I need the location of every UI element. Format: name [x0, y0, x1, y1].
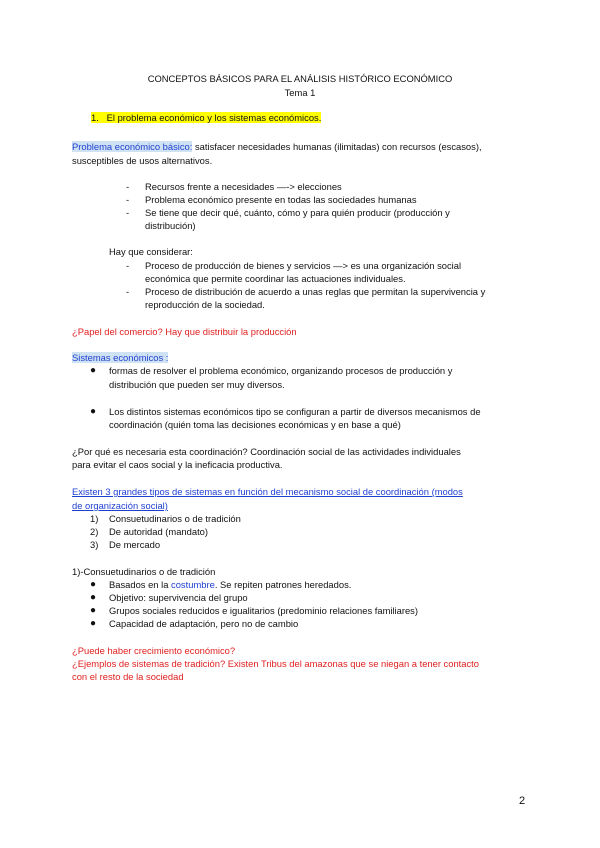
- document-title: CONCEPTOS BÁSICOS PARA EL ANÁLISIS HISTÓRICO ECONÓMICO: [147, 73, 453, 84]
- dash-marker: -: [126, 181, 130, 192]
- question-ejemplos-line2: con el resto de la sociedad: [72, 671, 184, 682]
- section-title: El problema económico y los sistemas económicos.: [106, 112, 322, 123]
- list-item: Los distintos sistemas económicos tipo se configuran a partir de diversos mecanismos de: [109, 406, 481, 417]
- list-item-continued: distribución): [145, 220, 196, 231]
- costumbre-term: costumbre: [171, 579, 215, 590]
- porque-line2: para evitar el caos social y la ineficacia productiva.: [72, 459, 283, 470]
- page-number: 2: [519, 795, 526, 807]
- list-item: Grupos sociales reducidos e igualitarios (predominio relaciones familiares): [109, 605, 418, 616]
- list-item: Objetivo: supervivencia del grupo: [109, 592, 248, 603]
- list-item: Basados en la costumbre. Se repiten patrones heredados.: [109, 579, 352, 590]
- document-subtitle: Tema 1: [284, 87, 316, 98]
- bullet-icon: ●: [90, 592, 97, 603]
- list-item: Se tiene que decir qué, cuánto, cómo y para quién producir (producción y: [145, 207, 450, 218]
- section-heading: [91, 111, 321, 124]
- list-item: Capacidad de adaptación, pero no de cambio: [109, 618, 299, 629]
- list-item: De mercado: [109, 539, 161, 550]
- question-crecimiento: ¿Puede haber crecimiento económico?: [72, 645, 236, 656]
- dash-marker: -: [126, 207, 130, 218]
- list-item: Recursos frente a necesidades —-> elecciones: [145, 181, 342, 192]
- section-number: 1.: [91, 112, 99, 123]
- list-item: Problema económico presente en todas las sociedades humanas: [145, 194, 417, 205]
- list-item-continued: económica que permite coordinar las actuaciones individuales.: [145, 273, 406, 284]
- list-item: De autoridad (mandato): [109, 526, 209, 537]
- bullet-icon: ●: [90, 406, 97, 417]
- bullet-icon: ●: [90, 605, 97, 616]
- bullet-icon: ●: [90, 618, 97, 629]
- problema-paragraph: Problema económico básico: satisfacer necesidades humanas (ilimitadas) con recursos (escasos),: [72, 141, 482, 152]
- list-item-continued: coordinación (quién toma las decisiones económicas y en base a qué): [109, 419, 401, 430]
- tipos-heading-line2: de organización social): [72, 500, 168, 511]
- list-item: Proceso de producción de bienes y servicios —> es una organización social: [145, 260, 462, 271]
- question-ejemplos: ¿Ejemplos de sistemas de tradición? Existen Tribus del amazonas que se niegan a tener contacto: [72, 658, 479, 669]
- list-item-continued: reproducción de la sociedad.: [145, 299, 265, 310]
- list-item: Consuetudinarios o de tradición: [109, 513, 241, 524]
- dash-marker: -: [126, 194, 130, 205]
- bullet-icon: ●: [90, 579, 97, 590]
- considerar-intro: Hay que considerar:: [109, 246, 193, 257]
- problema-label: Problema económico básico:: [72, 141, 193, 152]
- list-item-continued: distribución que pueden ser muy diversos.: [109, 379, 285, 390]
- list-item: Proceso de distribución de acuerdo a unas reglas que permitan la supervivencia y: [145, 286, 486, 297]
- consuet-heading: 1)-Consuetudinarios o de tradición: [72, 566, 216, 577]
- problema-line2: susceptibles de usos alternativos.: [72, 155, 213, 166]
- list-number: 2): [90, 526, 99, 537]
- dash-marker: -: [126, 286, 130, 297]
- porque-paragraph: ¿Por qué es necesaria esta coordinación? Coordinación social de las actividades individuales: [72, 446, 461, 457]
- list-item: formas de resolver el problema económico, organizando procesos de producción y: [109, 365, 453, 376]
- bullet-icon: ●: [90, 365, 97, 376]
- question-comercio: ¿Papel del comercio? Hay que distribuir la producción: [72, 326, 297, 337]
- dash-marker: -: [126, 260, 130, 271]
- tipos-heading: Existen 3 grandes tipos de sistemas en función del mecanismo social de coordinación (modos: [72, 486, 463, 497]
- list-number: 3): [90, 539, 99, 550]
- list-number: 1): [90, 513, 99, 524]
- sistemas-label: Sistemas económicos :: [72, 352, 169, 363]
